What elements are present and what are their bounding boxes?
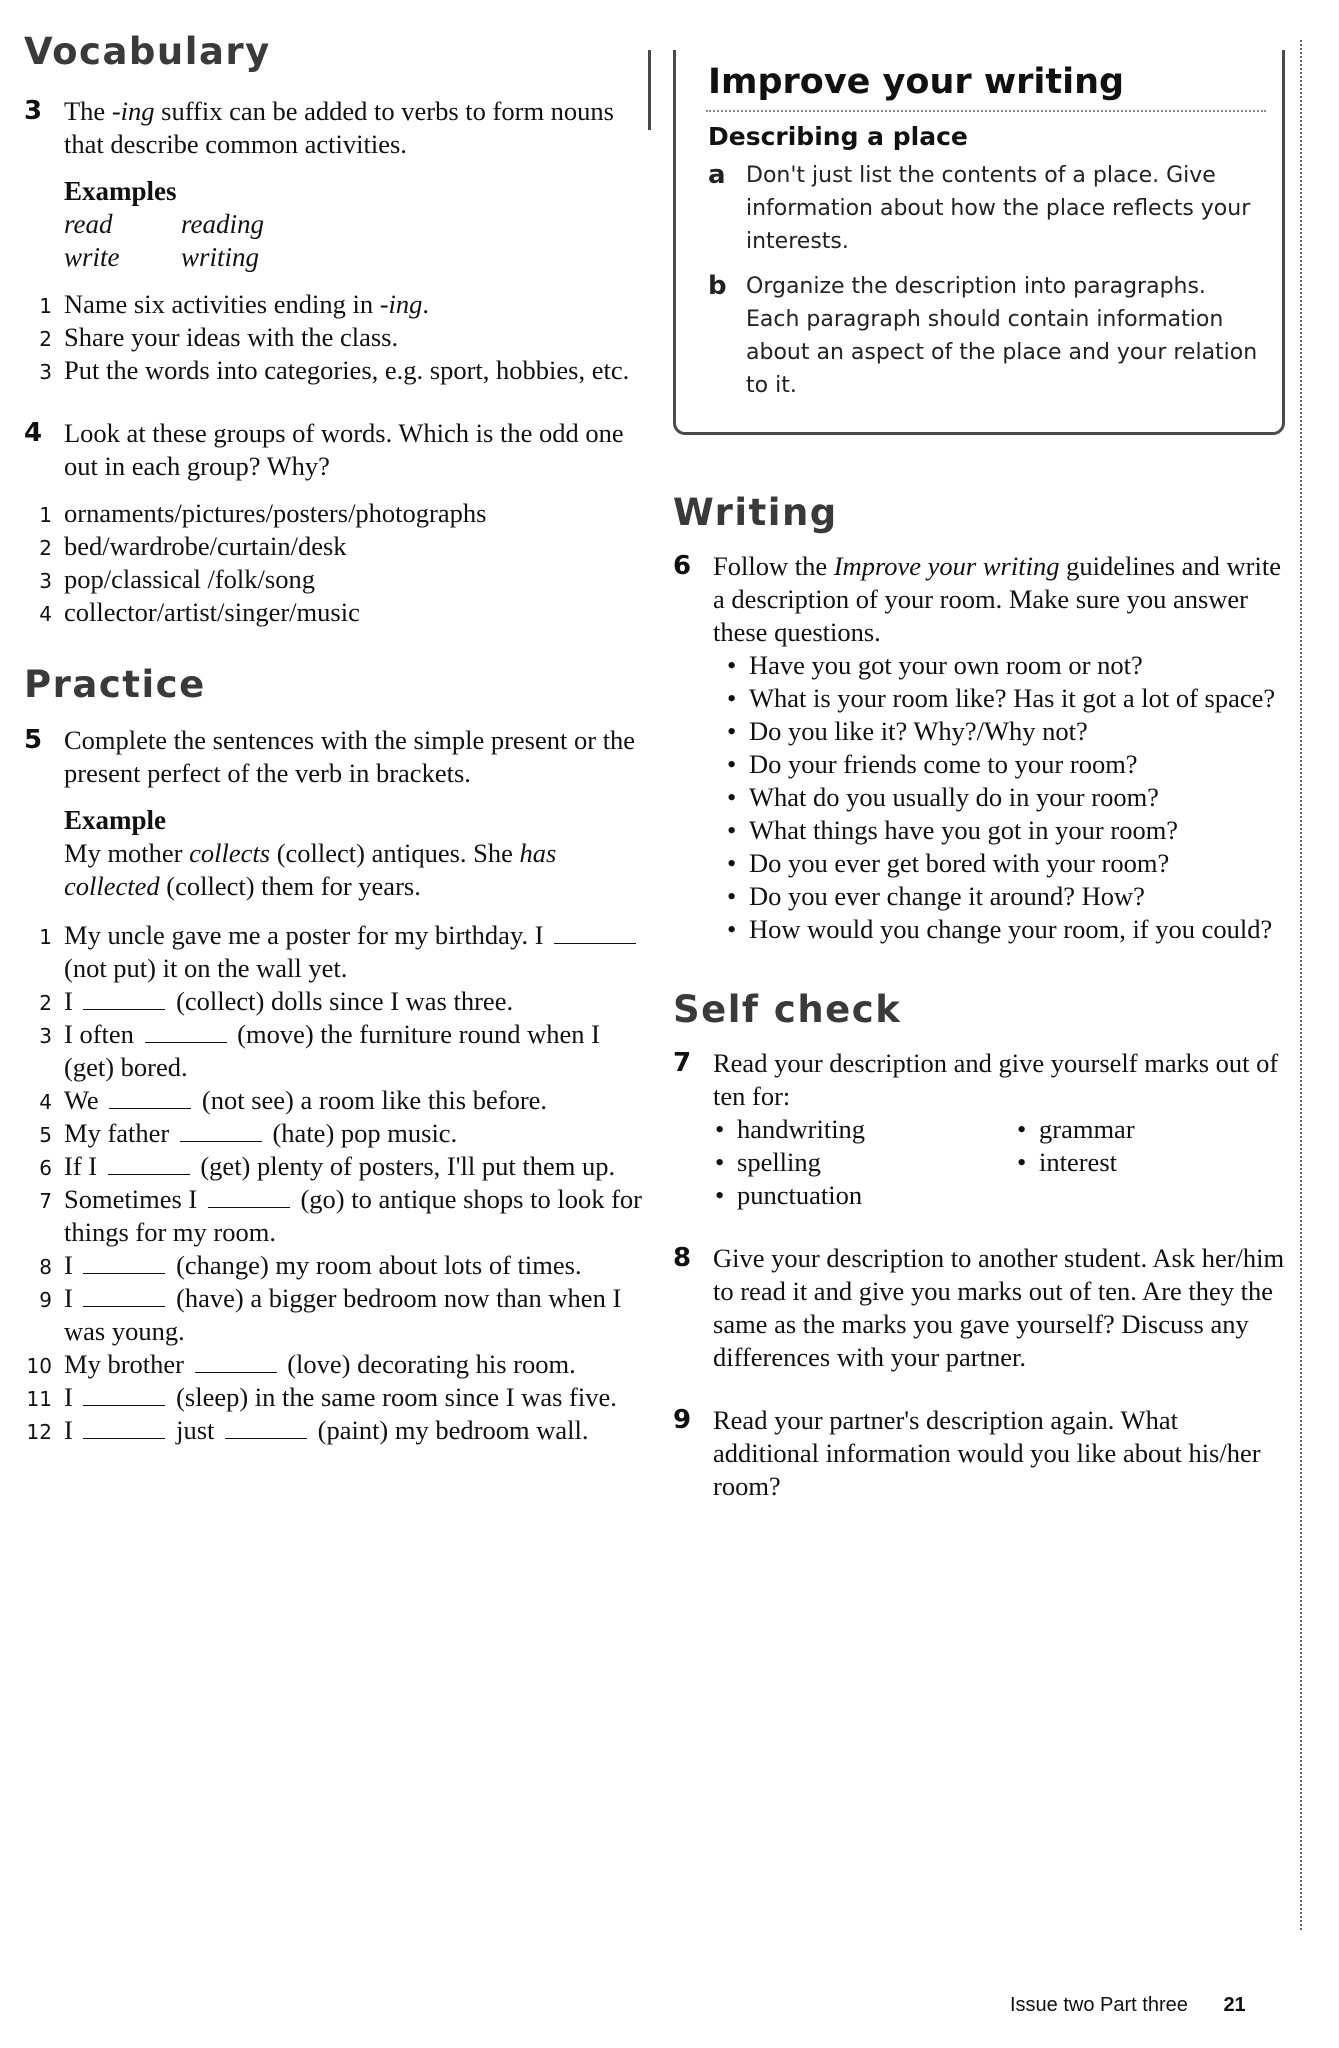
self-check-heading: Self check [673, 988, 902, 1031]
writing-heading: Writing [673, 491, 838, 534]
list-item: 1 ornaments/pictures/posters/photographs [39, 498, 487, 528]
list-item: 2 Share your ideas with the class. [39, 322, 399, 352]
list-item: 9 I (have) a bigger bedroom now than when I was young. [39, 1283, 622, 1346]
list-item: 6 If I (get) plenty of posters, I'll put them up. [39, 1151, 616, 1181]
question-list [677, 649, 1285, 946]
example-pair: write writing [64, 242, 260, 272]
list-item: 1 Name six activities ending in -ing. [39, 289, 430, 319]
exercise-5-items [24, 919, 644, 1447]
exercise-3 [24, 95, 644, 274]
exercise-4 [24, 417, 644, 483]
tip-item: a Don't just list the contents of a place. Give information about how the place reflects your interests. [708, 160, 1251, 254]
example-label: Example [64, 805, 167, 835]
answer-blank[interactable] [180, 1140, 262, 1142]
answer-blank[interactable] [225, 1437, 307, 1439]
answer-blank[interactable] [109, 1107, 191, 1109]
exercise-instruction: Follow the Improve your writing guidelines and write a description of your room. Make sure you answer these questions. [713, 551, 1281, 647]
list-item: • punctuation [701, 1179, 1003, 1212]
answer-blank[interactable] [83, 1008, 165, 1010]
answer-blank[interactable] [145, 1041, 227, 1043]
practice-heading: Practice [24, 663, 206, 706]
page-footer [1010, 1994, 1246, 2017]
list-item: • How would you change your room, if you could? [713, 913, 1285, 946]
answer-blank[interactable] [554, 942, 636, 944]
vocabulary-heading: Vocabulary [24, 30, 271, 73]
list-item: 11 I (sleep) in the same room since I was five. [26, 1382, 617, 1412]
margin-dotted-rule [1300, 40, 1302, 1930]
example-sentence: My mother collects (collect) antiques. She has collected (collect) them for years. [64, 838, 557, 901]
list-item: • Do you ever change it around? How? [713, 880, 1285, 913]
list-item: 3 Put the words into categories, e.g. sport, hobbies, etc. [39, 355, 630, 385]
improve-writing-box [673, 50, 1285, 435]
footer-label: Issue two Part three [1010, 1994, 1188, 2016]
list-item: 12 I just (paint) my bedroom wall. [26, 1415, 589, 1445]
list-item: 2 I (collect) dolls since I was three. [39, 986, 514, 1016]
exercise-5 [24, 724, 644, 903]
list-item: • What things have you got in your room? [713, 814, 1285, 847]
example-block [64, 804, 644, 903]
list-item: • interest [1003, 1146, 1253, 1179]
example-pair: read reading [64, 209, 264, 239]
exercise-instruction: Give your description to another student. Ask her/him to read it and give you marks out of ten. Are they the same as the marks you gave yourself? Discuss any differences with your partner. [713, 1243, 1285, 1372]
list-item: 3 pop/classical /folk/song [39, 564, 315, 594]
exercise-instruction: Read your partner's description again. What additional information would you like about his/her room? [713, 1405, 1261, 1501]
list-item: 5 My father (hate) pop music. [39, 1118, 458, 1148]
page-number: 21 [1223, 1994, 1246, 2016]
list-item: • handwriting [701, 1113, 1003, 1146]
exercise-7 [673, 1047, 1285, 1212]
list-item: 8 I (change) my room about lots of times. [39, 1250, 582, 1280]
list-item: • spelling [701, 1146, 1003, 1179]
exercise-number: 5 [24, 725, 43, 755]
answer-blank[interactable] [208, 1206, 290, 1208]
list-item: • Do you ever get bored with your room? [713, 847, 1285, 880]
list-item: 1 My uncle gave me a poster for my birthday. I (not put) it on the wall yet. [24, 919, 644, 985]
exercise-number: 8 [673, 1243, 692, 1273]
marks-criteria [713, 1113, 1285, 1212]
list-item: 2 bed/wardrobe/curtain/desk [39, 531, 347, 561]
list-item: • What is your room like? Has it got a lot of space? [713, 682, 1285, 715]
exercise-9 [673, 1404, 1285, 1503]
list-item: 4 We (not see) a room like this before. [39, 1085, 548, 1115]
answer-blank[interactable] [83, 1305, 165, 1307]
box-corner-decoration [648, 50, 679, 130]
list-item: 4 collector/artist/singer/music [39, 597, 360, 627]
criteria-column [701, 1113, 1003, 1212]
exercise-instruction: Look at these groups of words. Which is the odd one out in each group? Why? [64, 418, 624, 481]
answer-blank[interactable] [83, 1437, 165, 1439]
exercise-8 [673, 1242, 1285, 1374]
improve-writing-title: Improve your writing [706, 62, 1266, 112]
exercise-instruction: Read your description and give yourself marks out of ten for: [713, 1048, 1279, 1111]
list-item: 10 My brother (love) decorating his room. [26, 1349, 576, 1379]
list-item: • Do your friends come to your room? [713, 748, 1285, 781]
exercise-number: 4 [24, 418, 43, 448]
exercise-instruction: The -ing suffix can be added to verbs to form nouns that describe common activities. [64, 96, 614, 159]
list-item: 3 I often (move) the furniture round when I (get) bored. [39, 1019, 600, 1082]
answer-blank[interactable] [195, 1371, 277, 1373]
criteria-column [1003, 1113, 1253, 1212]
list-item: • Do you like it? Why?/Why not? [713, 715, 1285, 748]
answer-blank[interactable] [83, 1272, 165, 1274]
improve-writing-subtitle: Describing a place [708, 122, 968, 151]
list-item: • grammar [1003, 1113, 1253, 1146]
exercise-number: 3 [24, 96, 43, 126]
answer-blank[interactable] [83, 1404, 165, 1406]
exercise-number: 7 [673, 1048, 692, 1078]
list-item: • What do you usually do in your room? [713, 781, 1285, 814]
tip-item: b Organize the description into paragraphs. Each paragraph should contain information about an aspect of the place and your relation to it. [708, 271, 1258, 398]
exercise-4-items [24, 497, 644, 629]
exercise-instruction: Complete the sentences with the simple present or the present perfect of the verb in brackets. [64, 725, 636, 788]
left-column [24, 30, 644, 1447]
exercise-6 [673, 550, 1285, 946]
list-item: 7 Sometimes I (go) to antique shops to look for things for my room. [39, 1184, 642, 1247]
list-item: • Have you got your own room or not? [713, 649, 1285, 682]
exercise-3-items [24, 288, 644, 387]
examples-block [64, 175, 644, 274]
examples-label: Examples [64, 176, 177, 206]
exercise-number: 6 [673, 551, 692, 581]
answer-blank[interactable] [108, 1173, 190, 1175]
exercise-number: 9 [673, 1405, 692, 1435]
right-column [673, 50, 1285, 1503]
